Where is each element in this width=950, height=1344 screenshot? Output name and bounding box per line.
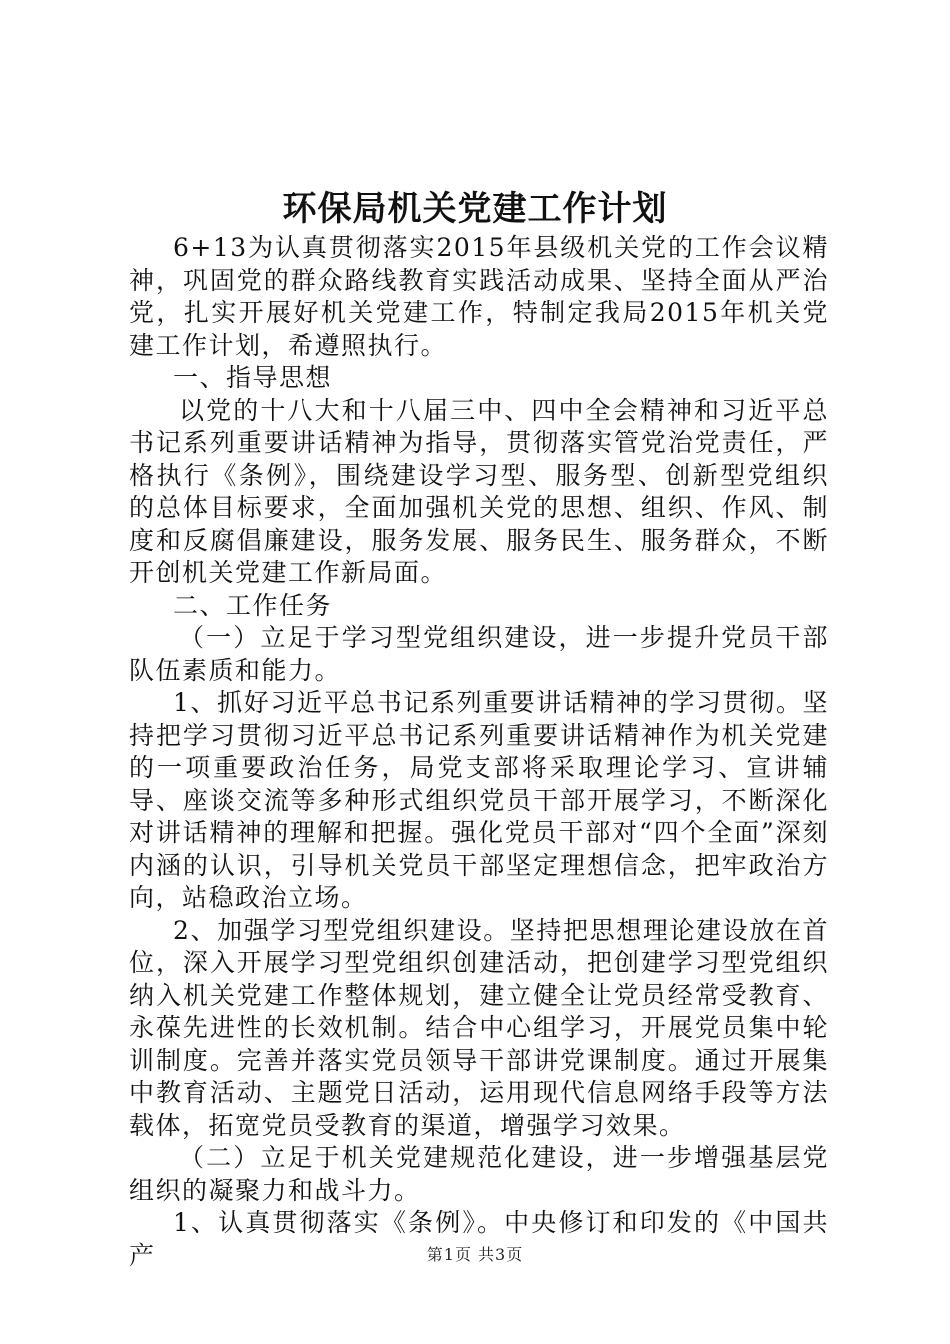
page-footer: 第1页 共3页 [426, 1245, 524, 1264]
section-heading-guiding-ideology: 一、指导思想 [173, 363, 333, 392]
task-paragraph-3: 1、认真贯彻落实《条例》。中央修订和印发的《中国共产 [129, 1208, 829, 1270]
task-paragraph-1: 1、抓好习近平总书记系列重要讲话精神的学习贯彻。坚持把学习贯彻习近平总书记系列重要讲话精神作为机关党建的一项重要政治任务，局党支部将采取理论学习、宣讲辅导、座谈交流等多种形式组织党员干部开展学习，不断深化对讲话精神的理解和把握。强化党员干部对“四个全面”深刻内涵的认识，引导机关党员干部坚定理想信念，把牢政治方向，站稳政治立场。 [129, 688, 829, 912]
guiding-ideology-paragraph: 以党的十八大和十八届三中、四中全会精神和习近平总书记系列重要讲话精神为指导，贯彻落实管党治党责任，严格执行《条例》，围绕建设学习型、服务型、创新型党组织的总体目标要求，全面加强机关党的思想、组织、作风、制度和反腐倡廉建设，服务发展、服务民生、服务群众，不断开创机关党建工作新局面。 [129, 395, 829, 587]
document-title: 环保局机关党建工作计划 [282, 189, 668, 229]
task-paragraph-2: 2、加强学习型党组织建设。坚持把思想理论建设放在首位，深入开展学习型党组织创建活动，把创建学习型党组织纳入机关党建工作整体规划，建立健全让党员经常受教育、永葆先进性的长效机制。结合中心组学习，开展党员集中轮训制度。完善并落实党员领导干部讲党课制度。通过开展集中教育活动、主题党日活动，运用现代信息网络手段等方法载体，拓宽党员受教育的渠道，增强学习效果。 [129, 915, 829, 1140]
section-heading-work-tasks: 二、工作任务 [173, 590, 333, 620]
document-body [129, 232, 829, 1272]
intro-paragraph: 6+13为认真贯彻落实2015年县级机关党的工作会议精神，巩固党的群众路线教育实践活动成果、坚持全面从严治党，扎实开展好机关党建工作，特制定我局2015年机关党建工作计划，希遵照执行。 [129, 233, 829, 360]
subsection-heading-1: （一）立足于学习型党组织建设，进一步提升党员干部队伍素质和能力。 [129, 623, 829, 685]
subsection-heading-2: （二）立足于机关党建规范化建设，进一步增强基层党组织的凝聚力和战斗力。 [129, 1143, 829, 1205]
